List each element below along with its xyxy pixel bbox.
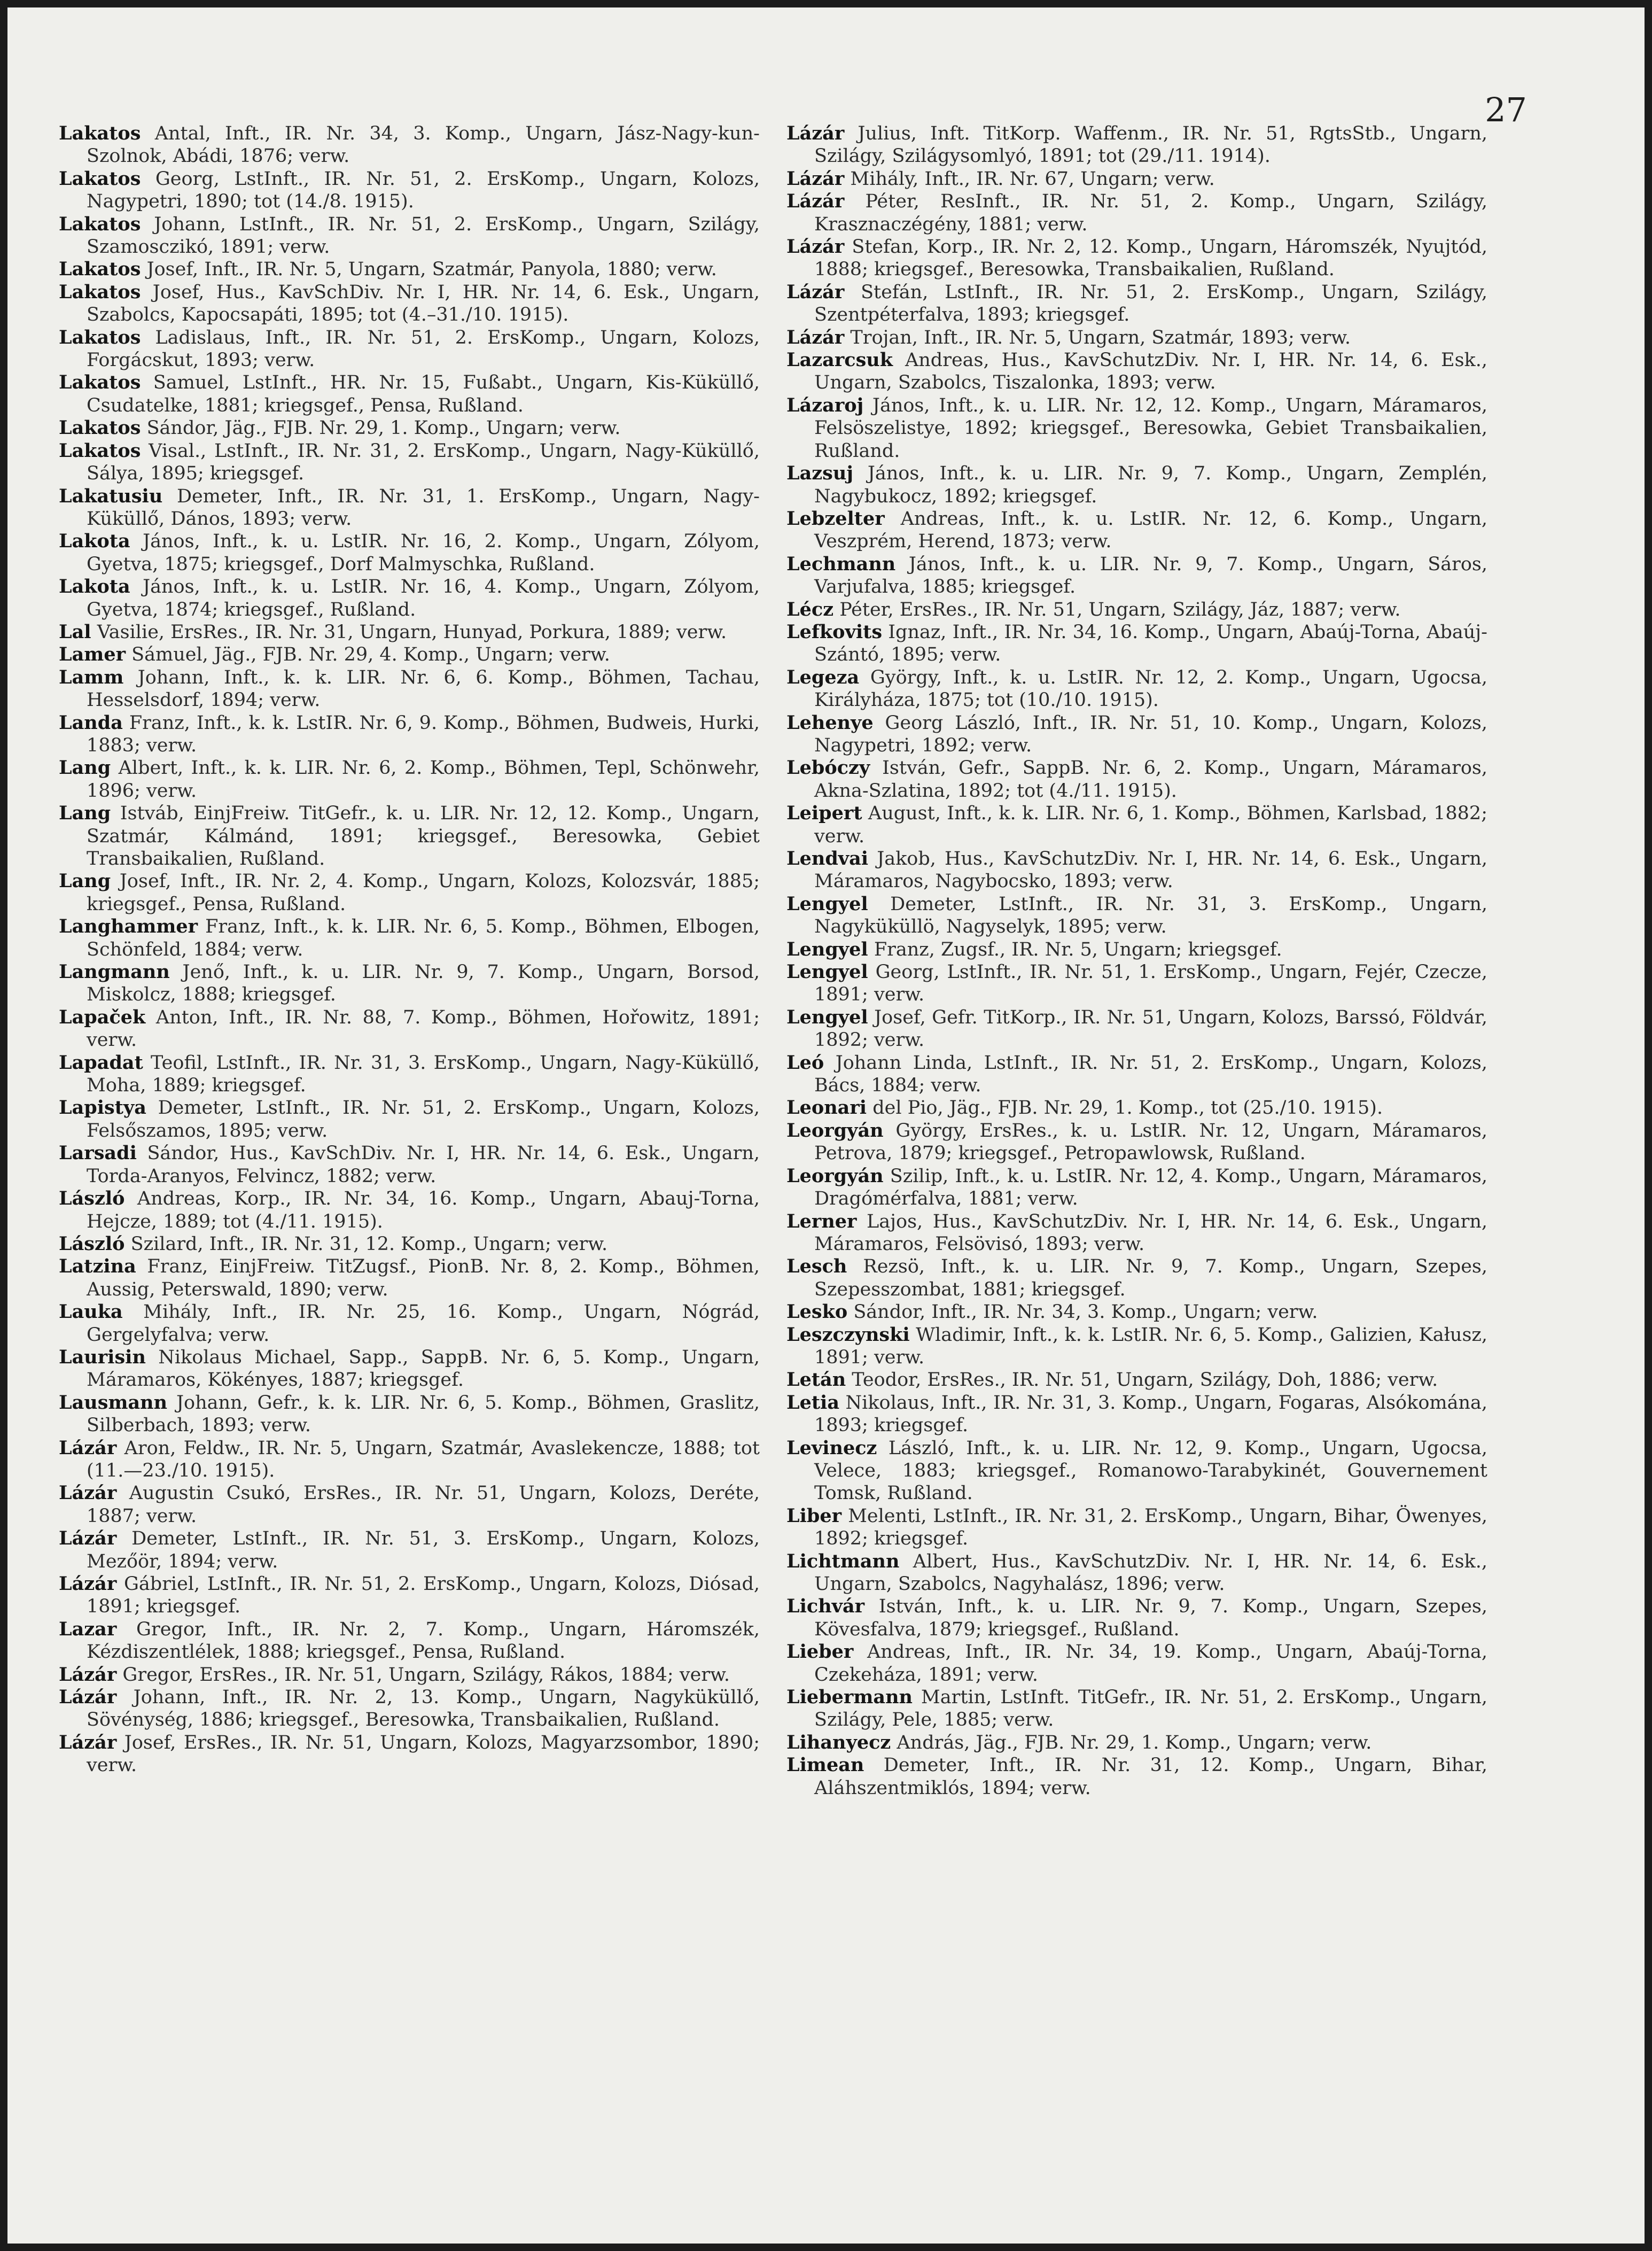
entry-surname: Lázár bbox=[59, 1731, 117, 1753]
register-entry bbox=[59, 168, 760, 213]
register-entry bbox=[59, 1346, 760, 1392]
entry-surname: Lengyel bbox=[786, 892, 868, 915]
entry-surname: Lázár bbox=[59, 1663, 117, 1686]
entry-surname: Leonari bbox=[786, 1097, 867, 1119]
entry-details: Mihály, Inft., IR. Nr. 25, 16. Komp., Ungarn, Nógrád, Gergelyfalva; verw. bbox=[87, 1301, 760, 1346]
register-entry bbox=[786, 599, 1487, 621]
page-number: 27 bbox=[1485, 90, 1527, 129]
register-entry bbox=[786, 281, 1487, 327]
entry-surname: Lazar bbox=[59, 1618, 117, 1640]
entry-surname: Lázár bbox=[59, 1573, 117, 1595]
register-entry bbox=[59, 1732, 760, 1777]
entry-surname: Lazarcsuk bbox=[786, 349, 893, 371]
register-entry bbox=[59, 1392, 760, 1437]
register-entry bbox=[786, 349, 1487, 394]
entry-details: Sámuel, Jäg., FJB. Nr. 29, 4. Komp., Ungarn; verw. bbox=[126, 644, 610, 666]
entry-details: Lajos, Hus., KavSchutzDiv. Nr. I, HR. Nr. 14, 6. Esk., Ungarn, Máramaros, Felsövisó, 1893; verw. bbox=[814, 1210, 1487, 1255]
entry-surname: Leipert bbox=[786, 802, 862, 825]
entry-surname: Lakatusiu bbox=[59, 485, 163, 507]
entry-details: Gregor, Inft., IR. Nr. 2, 7. Komp., Ungarn, Háromszék, Kézdiszentlélek, 1888; kriegsgef., Pensa, Rußland. bbox=[87, 1618, 760, 1663]
entry-surname: Lázár bbox=[786, 326, 845, 348]
register-entry bbox=[59, 1618, 760, 1664]
register-entry bbox=[59, 870, 760, 915]
entry-surname: Lapadat bbox=[59, 1051, 143, 1074]
register-entry bbox=[59, 281, 760, 327]
register-entry bbox=[786, 462, 1487, 508]
entry-details: Péter, ErsRes., IR. Nr. 51, Ungarn, Szilágy, Jáz, 1887; verw. bbox=[833, 599, 1401, 620]
entry-surname: Langhammer bbox=[59, 915, 198, 938]
register-entry bbox=[786, 553, 1487, 599]
register-entry bbox=[786, 508, 1487, 553]
entry-surname: Liebermann bbox=[786, 1686, 913, 1709]
entry-surname: Lakatos bbox=[59, 326, 141, 348]
entry-details: Teodor, ErsRes., IR. Nr. 51, Ungarn, Szilágy, Doh, 1886; verw. bbox=[846, 1369, 1438, 1391]
register-entry bbox=[59, 327, 760, 372]
register-entry bbox=[786, 1550, 1487, 1596]
register-entry bbox=[59, 1301, 760, 1346]
register-entry bbox=[59, 1573, 760, 1618]
entry-surname: Lakatos bbox=[59, 122, 141, 144]
entry-details: Albert, Hus., KavSchutzDiv. Nr. I, HR. Nr. 14, 6. Esk., Ungarn, Szabolcs, Nagyhalász, 1896; verw. bbox=[814, 1550, 1487, 1595]
entry-details: Sándor, Hus., KavSchDiv. Nr. I, HR. Nr. 14, 6. Esk., Ungarn, Torda-Aranyos, Felvincz, 1882; verw. bbox=[87, 1143, 760, 1187]
entry-surname: Lebóczy bbox=[786, 757, 870, 779]
register-entry bbox=[786, 1324, 1487, 1369]
entry-details: Demeter, LstInft., IR. Nr. 51, 2. ErsKomp., Ungarn, Kolozs, Felsőszamos, 1895; verw. bbox=[87, 1097, 760, 1142]
entry-details: Franz, EinjFreiw. TitZugsf., PionB. Nr. 8, 2. Komp., Böhmen, Aussig, Peterswald, 1890; verw. bbox=[87, 1256, 760, 1300]
entry-surname: Lesko bbox=[786, 1301, 848, 1323]
entry-surname: Limean bbox=[786, 1754, 864, 1776]
entry-details: Josef, Inft., IR. Nr. 2, 4. Komp., Ungarn, Kolozs, Kolozsvár, 1885; kriegsgef., Pensa, Rußland. bbox=[87, 871, 760, 915]
register-entry bbox=[59, 1097, 760, 1142]
register-entry bbox=[786, 122, 1487, 168]
entry-details: Johann, Inft., k. k. LIR. Nr. 6, 6. Komp., Böhmen, Tachau, Hesselsdorf, 1894; verw. bbox=[87, 666, 760, 711]
register-entry bbox=[786, 893, 1487, 938]
entry-surname: Lakatos bbox=[59, 439, 141, 462]
entry-surname: Lesch bbox=[786, 1255, 847, 1278]
entry-details: Josef, Gefr. TitKorp., IR. Nr. 51, Ungarn, Kolozs, Barssó, Földvár, 1892; verw. bbox=[814, 1006, 1487, 1051]
entry-details: Georg, LstInft., IR. Nr. 51, 2. ErsKomp., Ungarn, Kolozs, Nagypetri, 1890; tot (14./8. 1915). bbox=[87, 168, 760, 213]
entry-details: Georg László, Inft., IR. Nr. 51, 10. Komp., Ungarn, Kolozs, Nagypetri, 1892; verw. bbox=[814, 712, 1487, 756]
register-entry bbox=[786, 1210, 1487, 1256]
entry-surname: Leorgyán bbox=[786, 1165, 884, 1187]
register-entry bbox=[786, 621, 1487, 666]
entry-surname: Lakatos bbox=[59, 167, 141, 190]
entry-details: Franz, Inft., k. k. LstIR. Nr. 6, 9. Komp., Böhmen, Budweis, Hurki, 1883; verw. bbox=[87, 712, 760, 756]
entry-details: Franz, Zugsf., IR. Nr. 5, Ungarn; kriegsgef. bbox=[868, 938, 1282, 960]
entry-surname: Liber bbox=[786, 1504, 842, 1527]
entry-details: István, Inft., k. u. LIR. Nr. 9, 7. Komp., Ungarn, Szepes, Kövesfalva, 1879; kriegsgef., Rußland. bbox=[814, 1596, 1487, 1640]
entry-details: Martin, LstInft. TitGefr., IR. Nr. 51, 2. ErsKomp., Ungarn, Szilágy, Pele, 1885; verw. bbox=[814, 1687, 1487, 1731]
entry-surname: László bbox=[59, 1187, 125, 1210]
entry-surname: Lengyel bbox=[786, 961, 868, 983]
entry-details: Rezsö, Inft., k. u. LIR. Nr. 9, 7. Komp., Ungarn, Szepes, Szepesszombat, 1881; kriegsgef. bbox=[814, 1256, 1487, 1300]
entry-surname: Lang bbox=[59, 870, 111, 892]
entry-surname: Lázár bbox=[59, 1482, 117, 1504]
register-entry bbox=[59, 643, 760, 666]
entry-surname: Legeza bbox=[786, 666, 860, 688]
entry-details: Andreas, Inft., k. u. LstIR. Nr. 12, 6. Komp., Ungarn, Veszprém, Herend, 1873; verw. bbox=[814, 508, 1487, 553]
entry-surname: Lichvár bbox=[786, 1595, 865, 1618]
entry-details: Demeter, Inft., IR. Nr. 31, 1. ErsKomp., Ungarn, Nagy-Küküllő, Dános, 1893; verw. bbox=[87, 485, 760, 530]
entry-surname: Lakatos bbox=[59, 371, 141, 394]
entry-details: Anton, Inft., IR. Nr. 88, 7. Komp., Böhmen, Hořowitz, 1891; verw. bbox=[87, 1006, 760, 1051]
entry-surname: Lerner bbox=[786, 1210, 857, 1232]
entry-surname: Laurisin bbox=[59, 1346, 146, 1368]
document-page bbox=[7, 7, 1645, 2244]
register-entry bbox=[786, 1006, 1487, 1052]
entry-details: Stefán, LstInft., IR. Nr. 51, 2. ErsKomp., Ungarn, Szilágy, Szentpéterfalva, 1893; kriegsgef. bbox=[814, 281, 1487, 326]
register-entry bbox=[59, 1233, 760, 1255]
entry-surname: Lázár bbox=[786, 236, 845, 258]
entry-details: János, Inft., k. u. LstIR. Nr. 16, 4. Komp., Ungarn, Zólyom, Gyetva, 1874; kriegsgef., Rußland. bbox=[87, 576, 760, 620]
entry-surname: Lamer bbox=[59, 643, 126, 666]
entry-surname: Lázár bbox=[59, 1437, 117, 1459]
entry-surname: Lebzelter bbox=[786, 507, 885, 530]
register-entry bbox=[59, 802, 760, 870]
register-entry bbox=[59, 757, 760, 802]
entry-surname: Lakota bbox=[59, 576, 130, 598]
entry-details: Josef, Inft., IR. Nr. 5, Ungarn, Szatmár, Panyola, 1880; verw. bbox=[141, 259, 717, 281]
register-entry bbox=[786, 1505, 1487, 1550]
register-entry bbox=[786, 1686, 1487, 1732]
entry-surname: Lang bbox=[59, 757, 111, 779]
entry-details: Jenő, Inft., k. u. LIR. Nr. 9, 7. Komp., Ungarn, Borsod, Miskolcz, 1888; kriegsgef. bbox=[87, 961, 760, 1006]
register-entry bbox=[786, 1754, 1487, 1799]
register-entry bbox=[59, 666, 760, 712]
entry-details: István, Gefr., SappB. Nr. 6, 2. Komp., Ungarn, Máramaros, Akna-Szlatina, 1892; tot (4./11. 1915). bbox=[814, 757, 1487, 802]
register-entry bbox=[786, 961, 1487, 1006]
entry-surname: Lázár bbox=[786, 122, 845, 144]
entry-details: Stefan, Korp., IR. Nr. 2, 12. Komp., Ungarn, Háromszék, Nyujtód, 1888; kriegsgef., Beresowka, Transbaikalien, Rußland. bbox=[814, 236, 1487, 281]
register-entry bbox=[786, 938, 1487, 961]
register-entry bbox=[786, 168, 1487, 190]
register-entry bbox=[786, 1120, 1487, 1165]
entry-surname: Lakatos bbox=[59, 281, 141, 303]
entry-surname: Lausmann bbox=[59, 1391, 168, 1414]
entry-details: Sándor, Inft., IR. Nr. 34, 3. Komp., Ungarn; verw. bbox=[847, 1301, 1318, 1323]
register-entry bbox=[59, 712, 760, 757]
entry-surname: Lázár bbox=[59, 1527, 117, 1550]
register-entry bbox=[59, 1142, 760, 1187]
register-entry bbox=[786, 236, 1487, 281]
register-entry bbox=[59, 1255, 760, 1301]
register-entry bbox=[59, 258, 760, 281]
entry-surname: Lázaroj bbox=[786, 394, 864, 416]
entry-surname: Lázár bbox=[786, 167, 845, 190]
entry-details: János, Inft., k. u. LIR. Nr. 9, 7. Komp., Ungarn, Sáros, Varjufalva, 1885; kriegsgef. bbox=[814, 553, 1487, 598]
register-entry bbox=[59, 417, 760, 439]
right-column bbox=[786, 122, 1487, 1799]
entry-details: Andreas, Korp., IR. Nr. 34, 16. Komp., Ungarn, Abauj-Torna, Hejcze, 1889; tot (4./11. 1915). bbox=[87, 1188, 760, 1232]
register-entry bbox=[59, 1187, 760, 1233]
entry-surname: László bbox=[59, 1232, 125, 1255]
register-entry bbox=[786, 1437, 1487, 1505]
entry-surname: Lengyel bbox=[786, 1006, 868, 1028]
register-entry bbox=[786, 1255, 1487, 1301]
register-entry bbox=[59, 1664, 760, 1686]
entry-details: Georg, LstInft., IR. Nr. 51, 1. ErsKomp., Ungarn, Fejér, Czecze, 1891; verw. bbox=[814, 961, 1487, 1006]
entry-surname: Lefkovits bbox=[786, 620, 883, 643]
register-entry bbox=[59, 1482, 760, 1527]
entry-surname: Lamm bbox=[59, 666, 124, 688]
register-entry bbox=[59, 530, 760, 576]
register-entry bbox=[786, 190, 1487, 236]
entry-surname: Lichtmann bbox=[786, 1550, 900, 1572]
entry-surname: Lakatos bbox=[59, 417, 141, 439]
entry-details: Josef, ErsRes., IR. Nr. 51, Ungarn, Kolozs, Magyarzsombor, 1890; verw. bbox=[87, 1732, 760, 1776]
register-entry bbox=[59, 1006, 760, 1052]
entry-surname: Lapaček bbox=[59, 1006, 146, 1028]
entry-details: Nikolaus Michael, Sapp., SappB. Nr. 6, 5. Komp., Ungarn, Máramaros, Kökényes, 1887; kriegsgef. bbox=[87, 1346, 760, 1391]
entry-details: Péter, ResInft., IR. Nr. 51, 2. Komp., Ungarn, Szilágy, Krasznaczégény, 1881; verw. bbox=[814, 191, 1487, 235]
entry-surname: Letia bbox=[786, 1391, 840, 1414]
entry-details: Melenti, LstInft., IR. Nr. 31, 2. ErsKomp., Ungarn, Bihar, Öwenyes, 1892; kriegsgef. bbox=[814, 1505, 1487, 1550]
entry-surname: Lang bbox=[59, 802, 111, 825]
entry-details: Gábriel, LstInft., IR. Nr. 51, 2. ErsKomp., Ungarn, Kolozs, Diósad, 1891; kriegsgef. bbox=[87, 1573, 760, 1618]
register-entry bbox=[786, 1165, 1487, 1210]
register-entry bbox=[59, 1686, 760, 1732]
entry-details: Vasilie, ErsRes., IR. Nr. 31, Ungarn, Hunyad, Porkura, 1889; verw. bbox=[91, 621, 727, 643]
entry-details: Johann Linda, LstInft., IR. Nr. 51, 2. ErsKomp., Ungarn, Kolozs, Bács, 1884; verw. bbox=[814, 1052, 1487, 1097]
entry-details: Demeter, LstInft., IR. Nr. 31, 3. ErsKomp., Ungarn, Nagyküküllö, Nagyselyk, 1895; verw. bbox=[814, 893, 1487, 938]
entry-details: János, Inft., k. u. LIR. Nr. 9, 7. Komp., Ungarn, Zemplén, Nagybukocz, 1892; kriegsgef. bbox=[814, 463, 1487, 507]
register-entry bbox=[59, 440, 760, 485]
entry-details: Aron, Feldw., IR. Nr. 5, Ungarn, Szatmár, Avaslekencze, 1888; tot (11.—23./10. 1915). bbox=[87, 1437, 760, 1481]
entry-details: Andreas, Inft., IR. Nr. 34, 19. Komp., Ungarn, Abaúj-Torna, Czekeháza, 1891; verw. bbox=[814, 1641, 1487, 1686]
entry-surname: Landa bbox=[59, 711, 123, 734]
entry-details: Josef, Hus., KavSchDiv. Nr. I, HR. Nr. 14, 6. Esk., Ungarn, Szabolcs, Kapocsapáti, 1895; tot (4.–31./10. 1915). bbox=[87, 281, 760, 326]
register-entry bbox=[59, 213, 760, 259]
entry-details: Julius, Inft. TitKorp. Waffenm., IR. Nr. 51, RgtsStb., Ungarn, Szilágy, Szilágysomlyó, 1891; tot (29./11. 1914). bbox=[814, 123, 1487, 167]
register-entry bbox=[786, 1392, 1487, 1437]
entry-surname: Leó bbox=[786, 1051, 824, 1074]
entry-details: Ignaz, Inft., IR. Nr. 34, 16. Komp., Ungarn, Abaúj-Torna, Abaúj-Szántó, 1895; verw. bbox=[814, 621, 1487, 666]
entry-details: Jakob, Hus., KavSchutzDiv. Nr. I, HR. Nr. 14, 6. Esk., Ungarn, Máramaros, Nagybocsko, 1893; verw. bbox=[814, 848, 1487, 892]
entry-surname: Lécz bbox=[786, 598, 834, 620]
entry-surname: Lauka bbox=[59, 1301, 123, 1323]
entry-surname: Lihanyecz bbox=[786, 1731, 891, 1753]
entry-surname: Lakatos bbox=[59, 258, 141, 281]
register-entry bbox=[786, 1052, 1487, 1097]
entry-surname: Lazsuj bbox=[786, 462, 853, 485]
register-entry bbox=[786, 1369, 1487, 1391]
register-entry bbox=[786, 666, 1487, 712]
register-entry bbox=[786, 394, 1487, 462]
register-entry bbox=[59, 576, 760, 621]
register-entry bbox=[786, 757, 1487, 802]
entry-surname: Letán bbox=[786, 1369, 846, 1391]
entry-surname: Lakota bbox=[59, 530, 130, 553]
entry-details: Franz, Inft., k. k. LIR. Nr. 6, 5. Komp., Böhmen, Elbogen, Schönfeld, 1884; verw. bbox=[87, 916, 760, 960]
entry-surname: Lázár bbox=[59, 1686, 117, 1709]
entry-details: Wladimir, Inft., k. k. LstIR. Nr. 6, 5. Komp., Galizien, Kałusz, 1891; verw. bbox=[814, 1324, 1487, 1368]
entry-details: Demeter, LstInft., IR. Nr. 51, 3. ErsKomp., Ungarn, Kolozs, Mezőör, 1894; verw. bbox=[87, 1528, 760, 1572]
entry-details: Sándor, Jäg., FJB. Nr. 29, 1. Komp., Ungarn; verw. bbox=[141, 417, 621, 439]
entry-details: del Pio, Jäg., FJB. Nr. 29, 1. Komp., tot (25./10. 1915). bbox=[867, 1097, 1383, 1119]
register-entry bbox=[59, 485, 760, 531]
entry-details: Szilip, Inft., k. u. LstIR. Nr. 12, 4. Komp., Ungarn, Máramaros, Dragómérfalva, 1881; verw. bbox=[814, 1165, 1487, 1210]
entry-surname: Lechmann bbox=[786, 553, 896, 575]
register-entry bbox=[786, 802, 1487, 848]
entry-details: Johann, LstInft., IR. Nr. 51, 2. ErsKomp., Ungarn, Szilágy, Szamosczikó, 1891; verw. bbox=[87, 213, 760, 258]
entry-surname: Langmann bbox=[59, 961, 170, 983]
entry-surname: Lázár bbox=[786, 190, 845, 213]
register-entry bbox=[59, 1437, 760, 1482]
entry-details: György, Inft., k. u. LstIR. Nr. 12, 2. Komp., Ungarn, Ugocsa, Királyháza, 1875; tot (10./10. 1915). bbox=[814, 666, 1487, 711]
entry-surname: Lal bbox=[59, 620, 91, 643]
entry-details: János, Inft., k. u. LstIR. Nr. 16, 2. Komp., Ungarn, Zólyom, Gyetva, 1875; kriegsgef., Dorf Malmyschka, Rußland. bbox=[87, 531, 760, 575]
entry-details: August, Inft., k. k. LIR. Nr. 6, 1. Komp., Böhmen, Karlsbad, 1882; verw. bbox=[814, 803, 1487, 847]
entry-details: Johann, Gefr., k. k. LIR. Nr. 6, 5. Komp., Böhmen, Graslitz, Silberbach, 1893; verw. bbox=[87, 1392, 760, 1437]
entry-details: Nikolaus, Inft., IR. Nr. 31, 3. Komp., Ungarn, Fogaras, Alsókomána, 1893; kriegsgef. bbox=[814, 1392, 1487, 1437]
entry-surname: Latzina bbox=[59, 1255, 136, 1278]
entry-surname: Leszczynski bbox=[786, 1323, 910, 1346]
entry-surname: Lendvai bbox=[786, 848, 869, 870]
entry-details: Visal., LstInft., IR. Nr. 31, 2. ErsKomp., Ungarn, Nagy-Küküllő, Sálya, 1895; kriegsgef. bbox=[87, 440, 760, 485]
register-entry bbox=[59, 371, 760, 417]
entry-details: Trojan, Inft., IR. Nr. 5, Ungarn, Szatmár, 1893; verw. bbox=[844, 327, 1351, 348]
register-entry bbox=[59, 961, 760, 1006]
entry-details: Teofil, LstInft., IR. Nr. 31, 3. ErsKomp., Ungarn, Nagy-Küküllő, Moha, 1889; kriegsgef. bbox=[87, 1052, 760, 1097]
register-entry bbox=[59, 1052, 760, 1097]
entry-details: Szilard, Inft., IR. Nr. 31, 12. Komp., Ungarn; verw. bbox=[124, 1233, 608, 1255]
entry-details: Ladislaus, Inft., IR. Nr. 51, 2. ErsKomp., Ungarn, Kolozs, Forgácskut, 1893; verw. bbox=[87, 327, 760, 371]
left-column bbox=[59, 122, 760, 1777]
entry-surname: Lázár bbox=[786, 281, 845, 303]
register-entry bbox=[786, 327, 1487, 349]
entry-details: Antal, Inft., IR. Nr. 34, 3. Komp., Ungarn, Jász-Nagy-kun-Szolnok, Abádi, 1876; verw. bbox=[87, 123, 760, 167]
entry-details: Albert, Inft., k. k. LIR. Nr. 6, 2. Komp., Böhmen, Tepl, Schönwehr, 1896; verw. bbox=[87, 757, 760, 802]
register-entry bbox=[59, 621, 760, 643]
entry-details: Istváb, EinjFreiw. TitGefr., k. u. LIR. Nr. 12, 12. Komp., Ungarn, Szatmár, Kálmánd, 1891; kriegsgef., Beresowka, Gebiet Transbaikalien, Rußland. bbox=[87, 803, 760, 870]
register-entry bbox=[786, 1301, 1487, 1323]
entry-surname: Lakatos bbox=[59, 213, 141, 235]
register-entry bbox=[786, 1732, 1487, 1754]
entry-details: András, Jäg., FJB. Nr. 29, 1. Komp., Ungarn; verw. bbox=[891, 1732, 1372, 1753]
entry-details: Andreas, Hus., KavSchutzDiv. Nr. I, HR. Nr. 14, 6. Esk., Ungarn, Szabolcs, Tiszalonka, 1893; verw. bbox=[814, 350, 1487, 394]
register-entry bbox=[786, 848, 1487, 893]
entry-details: Augustin Csukó, ErsRes., IR. Nr. 51, Ungarn, Kolozs, Deréte, 1887; verw. bbox=[87, 1482, 760, 1527]
entry-details: Samuel, LstInft., HR. Nr. 15, Fußabt., Ungarn, Kis-Küküllő, Csudatelke, 1881; kriegsgef., Pensa, Rußland. bbox=[87, 372, 760, 416]
entry-surname: Lengyel bbox=[786, 938, 868, 960]
register-entry bbox=[59, 915, 760, 961]
entry-details: Demeter, Inft., IR. Nr. 31, 12. Komp., Ungarn, Bihar, Aláhszentmiklós, 1894; verw. bbox=[814, 1755, 1487, 1799]
entry-surname: Levinecz bbox=[786, 1437, 877, 1459]
entry-details: Johann, Inft., IR. Nr. 2, 13. Komp., Ungarn, Nagyküküllő, Sövénység, 1886; kriegsgef., Beresowka, Transbaikalien, Rußland. bbox=[87, 1687, 760, 1731]
entry-details: Gregor, ErsRes., IR. Nr. 51, Ungarn, Szilágy, Rákos, 1884; verw. bbox=[116, 1664, 730, 1686]
entry-details: György, ErsRes., k. u. LstIR. Nr. 12, Ungarn, Máramaros, Petrova, 1879; kriegsgef., Petropawlowsk, Rußland. bbox=[814, 1120, 1487, 1165]
entry-details: János, Inft., k. u. LIR. Nr. 12, 12. Komp., Ungarn, Máramaros, Felsöszelistye, 1892; kriegsgef., Beresowka, Gebiet Transbaikalien, Rußland. bbox=[814, 394, 1487, 462]
entry-details: Mihály, Inft., IR. Nr. 67, Ungarn; verw. bbox=[844, 168, 1215, 190]
entry-surname: Larsadi bbox=[59, 1142, 137, 1165]
register-entry bbox=[786, 712, 1487, 757]
entry-details: László, Inft., k. u. LIR. Nr. 12, 9. Komp., Ungarn, Ugocsa, Velece, 1883; kriegsgef., Romanowo-Tarabykinét, Gouvernement Tomsk, Rußland. bbox=[814, 1437, 1487, 1504]
entry-surname: Lapistya bbox=[59, 1097, 146, 1119]
entry-surname: Lehenye bbox=[786, 711, 874, 734]
register-entry bbox=[786, 1097, 1487, 1119]
register-entry bbox=[59, 122, 760, 168]
entry-surname: Leorgyán bbox=[786, 1119, 884, 1142]
register-entry bbox=[786, 1595, 1487, 1641]
register-entry bbox=[786, 1641, 1487, 1686]
entry-surname: Lieber bbox=[786, 1641, 854, 1663]
register-entry bbox=[59, 1527, 760, 1573]
